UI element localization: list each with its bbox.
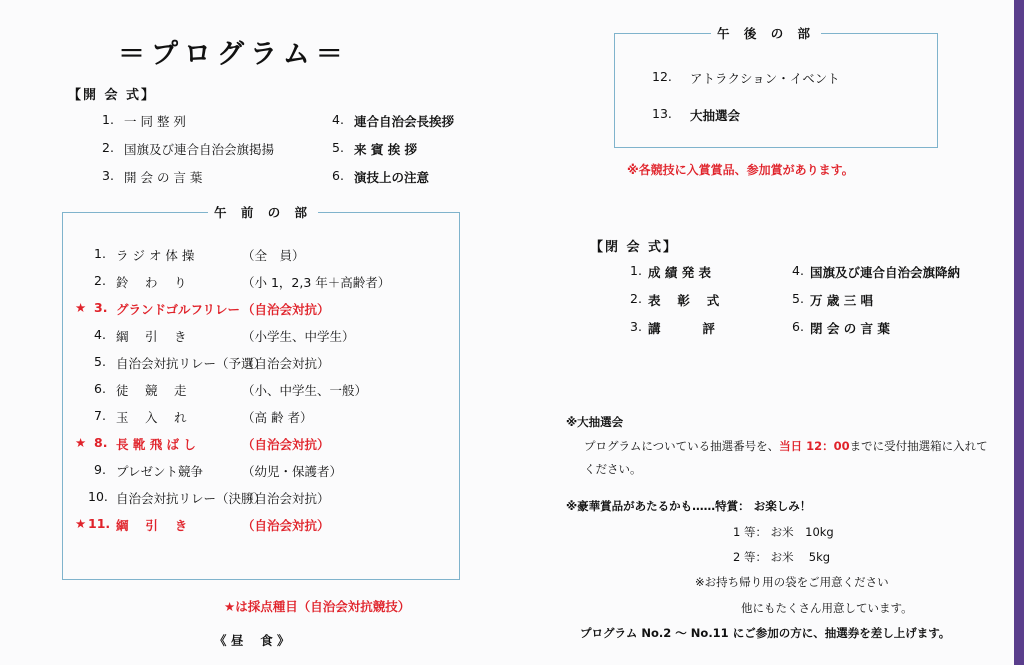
morning-item-name: 綱 引 き [116, 329, 187, 344]
opening-item-text: 一 同 整 列 [124, 114, 186, 129]
morning-item-number: 8. [94, 435, 108, 450]
prize-special: お楽しみ！ [753, 499, 812, 513]
lottery-heading: ※大抽選会 [566, 415, 624, 429]
closing-heading: 【閉 会 式】 [590, 240, 679, 255]
prize-intro-line [566, 498, 811, 514]
morning-item-participants: （自治会対抗） [242, 302, 330, 317]
ticket-note: プログラム No.2 ～ No.11 にご参加の方に、抽選券を差し上げます。 [580, 626, 951, 640]
opening-item-text: 演技上の注意 [354, 170, 430, 185]
scoring-note: ★は採点種目（自治会対抗競技） [224, 599, 411, 614]
closing-item-number: 4. [792, 263, 804, 278]
morning-item-number: 3. [94, 300, 108, 315]
star-icon: ★ [75, 516, 87, 531]
lottery-line1 [584, 438, 988, 454]
prize2-line [733, 549, 830, 565]
morning-item-number: 7. [94, 408, 106, 423]
afternoon-item-text: アトラクション・イベント [690, 71, 840, 86]
opening-item-text: 開 会 の 言 葉 [124, 170, 203, 185]
closing-item-number: 5. [792, 291, 804, 306]
afternoon-heading: 午 後 の 部 [711, 24, 821, 42]
prize1-value: お米 10kg [770, 525, 834, 539]
afternoon-box [614, 33, 938, 148]
closing-item-number: 6. [792, 319, 804, 334]
morning-item-participants: （自治会対抗） [242, 437, 330, 452]
morning-item-participants: （自治会対抗） [242, 356, 330, 371]
closing-item-text: 成 績 発 表 [648, 265, 712, 280]
morning-item-name: グランドゴルフリレー [116, 302, 241, 317]
morning-item-name: 長 靴 飛 ば し [116, 437, 196, 452]
more-note: 他にもたくさん用意しています。 [741, 601, 913, 615]
afternoon-item-number: 13. [652, 106, 672, 121]
morning-item-name: 徒 競 走 [116, 383, 187, 398]
opening-item-number: 1. [102, 112, 114, 127]
morning-item-participants: （高 齢 者） [242, 410, 313, 425]
morning-item-name: 自治会対抗リレー（予選） [116, 356, 267, 371]
morning-item-number: 5. [94, 354, 106, 369]
afternoon-item-text: 大抽選会 [690, 108, 741, 123]
opening-item-text: 国旗及び連合自治会旗掲揚 [124, 142, 275, 157]
opening-item-number: 2. [102, 140, 114, 155]
closing-item-text: 万 歳 三 唱 [810, 293, 874, 308]
morning-item-number: 2. [94, 273, 106, 288]
morning-item-number: 9. [94, 462, 106, 477]
lottery-line1-a: プログラムについている抽選番号を、 [584, 439, 780, 453]
opening-heading: 【開 会 式】 [68, 88, 157, 103]
morning-item-participants: （幼児・保護者） [242, 464, 343, 479]
lottery-line2: ください。 [584, 462, 642, 476]
closing-item-number: 2. [630, 291, 642, 306]
morning-item-name: 綱 引 き [116, 518, 188, 533]
morning-item-participants: （全 員） [242, 248, 305, 263]
lunch-label: 《 昼 食 》 [214, 633, 290, 648]
opening-item-number: 4. [332, 112, 344, 127]
lottery-line1-b: までに受付抽選箱に入れて [849, 439, 988, 453]
morning-item-name: ラ ジ オ 体 操 [116, 248, 195, 263]
morning-item-participants: （小、中学生、一般） [242, 383, 368, 398]
prize-note: ※各競技に入賞賞品、参加賞があります。 [627, 163, 854, 177]
morning-item-number: 1. [94, 246, 106, 261]
morning-item-number: 6. [94, 381, 106, 396]
star-icon: ★ [75, 435, 87, 450]
morning-item-name: プレゼント競争 [116, 464, 204, 479]
closing-item-number: 1. [630, 263, 642, 278]
opening-item-number: 6. [332, 168, 344, 183]
prize2-label: 2 等： [733, 550, 767, 564]
closing-item-text: 講 評 [648, 321, 715, 336]
morning-item-participants: （自治会対抗） [242, 491, 330, 506]
opening-item-number: 3. [102, 168, 114, 183]
morning-item-name: 鈴 わ り [116, 275, 187, 290]
morning-item-number: 10. [88, 489, 108, 504]
prize-intro: ※豪華賞品があたるかも……特賞： [566, 499, 750, 513]
bag-note: ※お持ち帰り用の袋をご用意ください [695, 575, 889, 589]
prize1-line [733, 524, 834, 540]
prize1-label: 1 等： [733, 525, 767, 539]
opening-item-text: 来 賓 挨 拶 [354, 142, 418, 157]
morning-item-participants: （小学生、中学生） [242, 329, 355, 344]
star-icon: ★ [75, 300, 87, 315]
morning-item-number: 4. [94, 327, 106, 342]
program-title: ＝プログラム＝ [118, 39, 349, 70]
opening-item-number: 5. [332, 140, 344, 155]
afternoon-item-number: 12. [652, 69, 672, 84]
lottery-deadline: 当日 12：00 [779, 439, 850, 453]
morning-item-participants: （自治会対抗） [242, 518, 330, 533]
morning-item-participants: （小 1，2,3 年＋高齢者） [242, 275, 391, 290]
closing-item-text: 表 彰 式 [648, 293, 720, 308]
morning-item-name: 自治会対抗リレー（決勝） [116, 491, 267, 506]
closing-item-text: 国旗及び連合自治会旗降納 [810, 265, 961, 280]
closing-item-text: 閉 会 の 言 葉 [810, 321, 890, 336]
closing-item-number: 3. [630, 319, 642, 334]
opening-item-text: 連合自治会長挨拶 [354, 114, 455, 129]
morning-item-name: 玉 入 れ [116, 410, 187, 425]
morning-heading: 午 前 の 部 [208, 203, 318, 221]
morning-item-number: 11. [88, 516, 111, 531]
prize2-value: お米 5kg [770, 550, 831, 564]
